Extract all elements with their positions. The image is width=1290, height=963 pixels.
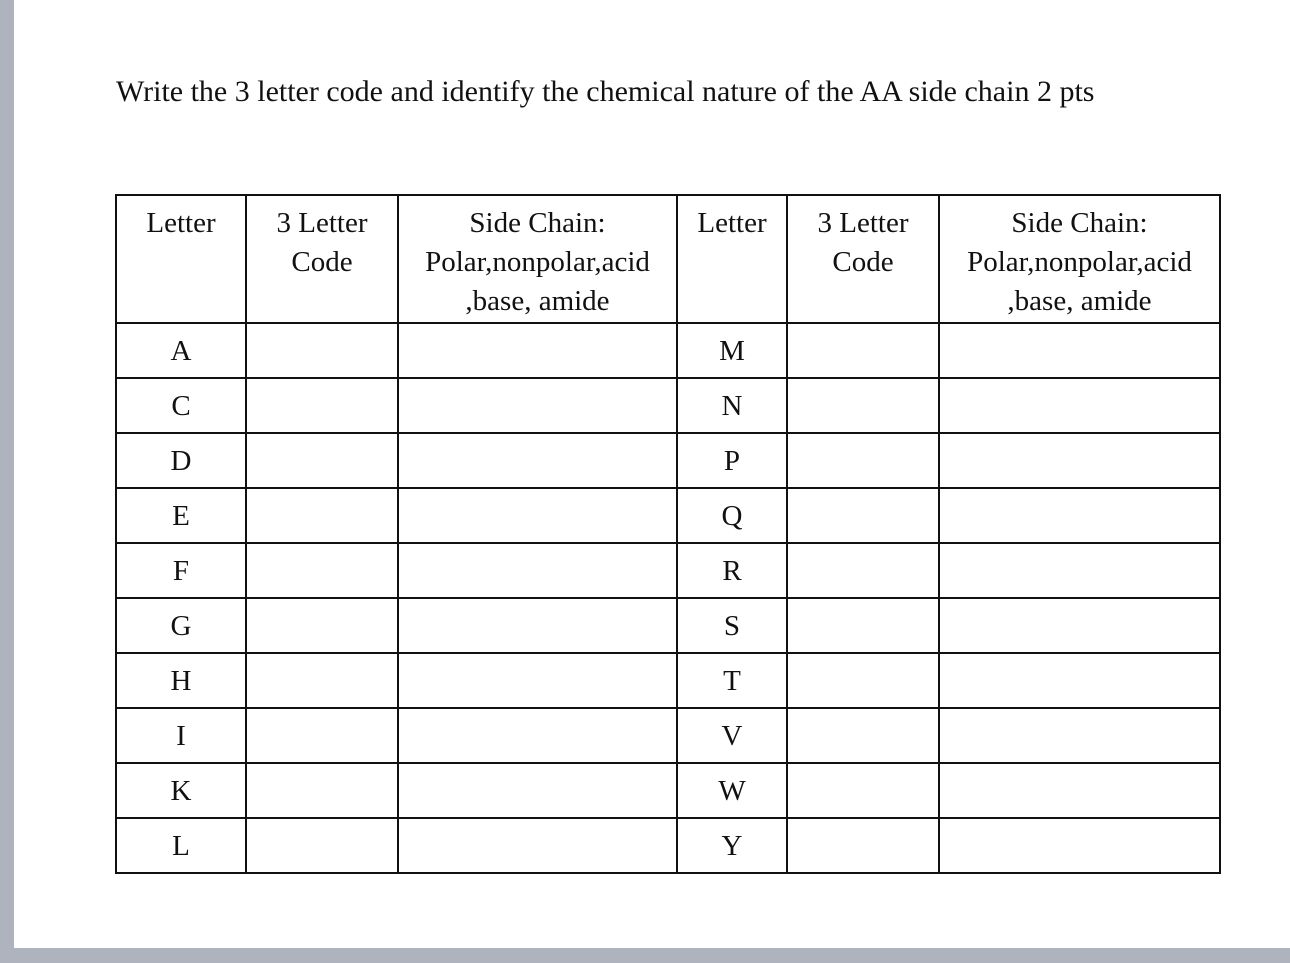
table-row (116, 763, 1220, 818)
right-code-cell[interactable] (787, 378, 939, 433)
left-side-chain-cell[interactable] (398, 433, 677, 488)
left-letter-cell: D (116, 433, 246, 488)
right-side-chain-cell[interactable] (939, 323, 1220, 378)
left-code-cell[interactable] (246, 818, 398, 873)
right-side-chain-cell[interactable] (939, 818, 1220, 873)
table-row (116, 818, 1220, 873)
header-letter-left (116, 195, 246, 323)
right-side-chain-cell[interactable] (939, 488, 1220, 543)
right-side-chain-cell[interactable] (939, 708, 1220, 763)
left-side-chain-cell[interactable] (398, 653, 677, 708)
table-row (116, 653, 1220, 708)
header-letter-text: Letter (697, 207, 767, 239)
left-code-cell[interactable] (246, 653, 398, 708)
left-letter-cell: F (116, 543, 246, 598)
table-row (116, 433, 1220, 488)
header-side-chain-right (939, 195, 1220, 323)
right-code-cell[interactable] (787, 488, 939, 543)
header-side-line1: Side Chain: (1011, 207, 1148, 239)
left-side-chain-cell[interactable] (398, 323, 677, 378)
table-row (116, 323, 1220, 378)
right-letter-cell: V (677, 708, 787, 763)
right-letter-cell: R (677, 543, 787, 598)
right-code-cell[interactable] (787, 323, 939, 378)
left-letter-cell: K (116, 763, 246, 818)
table-row (116, 543, 1220, 598)
right-side-chain-cell[interactable] (939, 378, 1220, 433)
left-letter-cell: I (116, 708, 246, 763)
left-scroll-gutter (0, 0, 14, 963)
left-code-cell[interactable] (246, 598, 398, 653)
table-row (116, 488, 1220, 543)
header-side-line3: ,base, amide (465, 285, 610, 317)
header-code-line1: 3 Letter (817, 207, 909, 239)
left-side-chain-cell[interactable] (398, 708, 677, 763)
left-code-cell[interactable] (246, 708, 398, 763)
left-side-chain-cell[interactable] (398, 543, 677, 598)
left-letter-cell: A (116, 323, 246, 378)
left-code-cell[interactable] (246, 543, 398, 598)
header-code-right (787, 195, 939, 323)
left-side-chain-cell[interactable] (398, 598, 677, 653)
right-letter-cell: N (677, 378, 787, 433)
right-side-chain-cell[interactable] (939, 433, 1220, 488)
header-code-line2: Code (832, 246, 894, 278)
right-side-chain-cell[interactable] (939, 763, 1220, 818)
table-header-row (116, 195, 1220, 323)
amino-acid-table (115, 194, 1221, 874)
left-letter-cell: E (116, 488, 246, 543)
right-letter-cell: Q (677, 488, 787, 543)
table-row (116, 378, 1220, 433)
header-side-line1: Side Chain: (469, 207, 606, 239)
header-letter-right (677, 195, 787, 323)
left-letter-cell: G (116, 598, 246, 653)
left-code-cell[interactable] (246, 323, 398, 378)
right-letter-cell: S (677, 598, 787, 653)
right-letter-cell: W (677, 763, 787, 818)
right-code-cell[interactable] (787, 598, 939, 653)
header-side-line2: Polar,nonpolar,acid (425, 246, 650, 278)
left-code-cell[interactable] (246, 378, 398, 433)
bottom-scrollbar[interactable] (14, 948, 1290, 963)
header-side-chain-left (398, 195, 677, 323)
left-letter-cell: H (116, 653, 246, 708)
header-code-line1: 3 Letter (276, 207, 368, 239)
left-side-chain-cell[interactable] (398, 378, 677, 433)
left-code-cell[interactable] (246, 488, 398, 543)
page-title: Write the 3 letter code and identify the chemical nature of the AA side chain 2 pts (116, 75, 1095, 108)
right-code-cell[interactable] (787, 818, 939, 873)
right-code-cell[interactable] (787, 708, 939, 763)
right-side-chain-cell[interactable] (939, 543, 1220, 598)
header-side-line3: ,base, amide (1007, 285, 1152, 317)
right-code-cell[interactable] (787, 653, 939, 708)
right-code-cell[interactable] (787, 763, 939, 818)
table-row (116, 598, 1220, 653)
left-letter-cell: C (116, 378, 246, 433)
right-code-cell[interactable] (787, 433, 939, 488)
right-side-chain-cell[interactable] (939, 598, 1220, 653)
left-letter-cell: L (116, 818, 246, 873)
right-code-cell[interactable] (787, 543, 939, 598)
header-letter-text: Letter (146, 207, 216, 239)
right-side-chain-cell[interactable] (939, 653, 1220, 708)
left-code-cell[interactable] (246, 763, 398, 818)
header-code-left (246, 195, 398, 323)
right-letter-cell: Y (677, 818, 787, 873)
right-letter-cell: P (677, 433, 787, 488)
header-side-line2: Polar,nonpolar,acid (967, 246, 1192, 278)
left-side-chain-cell[interactable] (398, 763, 677, 818)
header-code-line2: Code (291, 246, 353, 278)
right-letter-cell: M (677, 323, 787, 378)
left-side-chain-cell[interactable] (398, 818, 677, 873)
right-letter-cell: T (677, 653, 787, 708)
left-code-cell[interactable] (246, 433, 398, 488)
table-row (116, 708, 1220, 763)
left-side-chain-cell[interactable] (398, 488, 677, 543)
